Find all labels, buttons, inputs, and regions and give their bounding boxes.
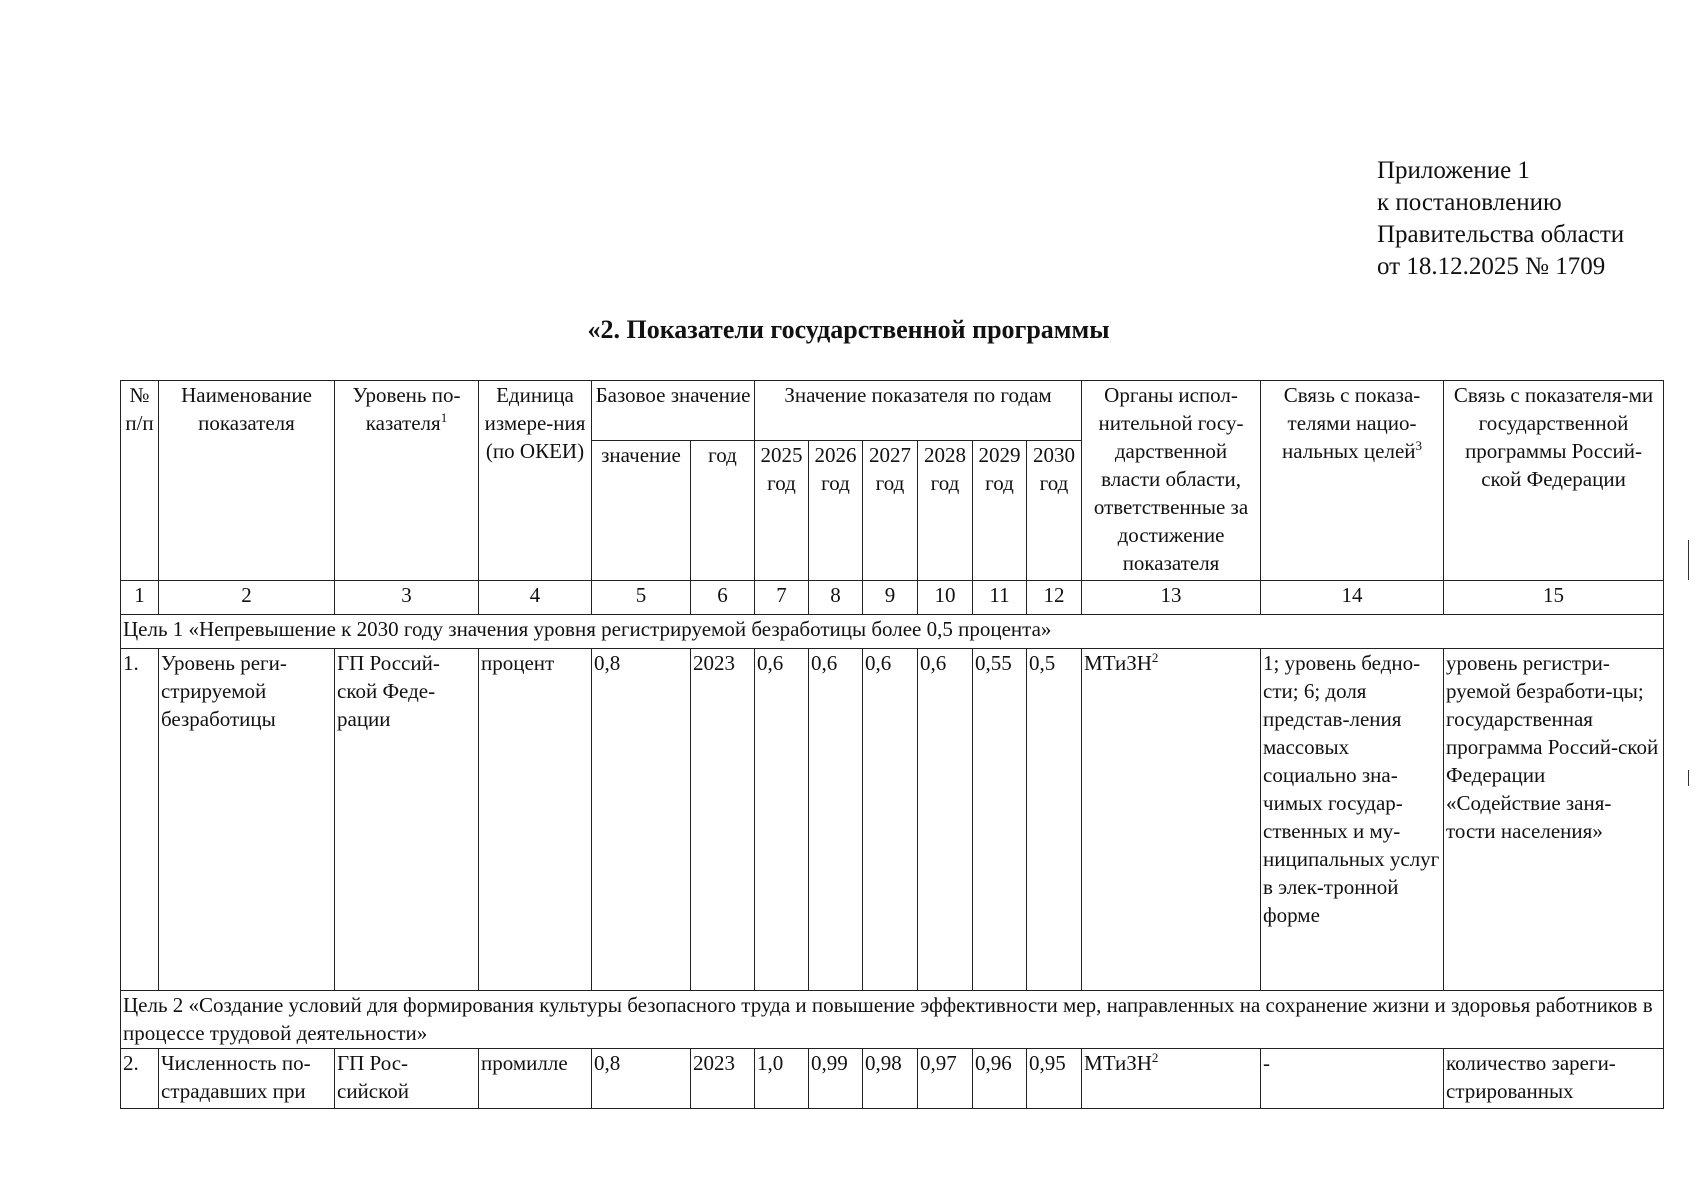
- row-base-year: 2023: [691, 649, 755, 991]
- column-number: 11: [973, 581, 1027, 615]
- header-national-goals: [1261, 381, 1444, 581]
- column-number: 1: [121, 581, 159, 615]
- column-number: 3: [335, 581, 479, 615]
- row-value-2030: 0,95: [1027, 1049, 1082, 1109]
- row-unit: процент: [479, 649, 592, 991]
- goal-1: Цель 1 «Непревышение к 2030 году значения уровня регистрируемой безработицы более 0,5 процента»: [121, 615, 1664, 649]
- row-value-2027: 0,6: [863, 649, 918, 991]
- row-value-2029: 0,55: [973, 649, 1027, 991]
- row-value-2025: 1,0: [755, 1049, 809, 1109]
- column-numbers-row: [121, 581, 1664, 615]
- scan-edge-mark: [1688, 540, 1689, 580]
- column-number: 12: [1027, 581, 1082, 615]
- row-value-2030: 0,5: [1027, 649, 1082, 991]
- indicators-table: [120, 380, 1664, 1109]
- column-number: 13: [1082, 581, 1261, 615]
- row-authority-text: МТиЗН: [1084, 1051, 1152, 1075]
- header-name: Наименование показателя: [159, 381, 335, 581]
- goal-row: [121, 615, 1664, 649]
- footnote-mark: 3: [1415, 438, 1423, 453]
- footnote-mark: 1: [440, 410, 448, 425]
- row-value-2025: 0,6: [755, 649, 809, 991]
- row-level: ГП Рос-сийской: [335, 1049, 479, 1109]
- footnote-mark: 2: [1151, 1050, 1159, 1065]
- row-value-2027: 0,98: [863, 1049, 918, 1109]
- table-row: [121, 1049, 1664, 1109]
- row-value-2028: 0,6: [918, 649, 973, 991]
- goal-row: [121, 991, 1664, 1049]
- row-federal-program: количество зареги-стрированных: [1444, 1049, 1664, 1109]
- header-year: 2028 год: [918, 441, 973, 581]
- header-year: 2025 год: [755, 441, 809, 581]
- header-by-years: Значение показателя по годам: [755, 381, 1082, 441]
- row-value-2026: 0,99: [809, 1049, 863, 1109]
- document-title: «2. Показатели государственной программы: [587, 315, 1110, 344]
- row-authority-text: МТиЗН: [1084, 651, 1152, 675]
- row-base-value: 0,8: [592, 1049, 691, 1109]
- header-year: 2030 год: [1027, 441, 1082, 581]
- column-number: 15: [1444, 581, 1664, 615]
- column-number: 14: [1261, 581, 1444, 615]
- row-federal-program: уровень регистри-руемой безработи-цы; государственная программа Россий-ской Федерации «Содействие заня-тости населения»: [1444, 649, 1664, 991]
- indicators-table-wrapper: [120, 380, 1664, 1109]
- header-no: № п/п: [121, 381, 159, 581]
- row-unit: промилле: [479, 1049, 592, 1109]
- footnote-mark: 2: [1151, 650, 1159, 665]
- row-value-2028: 0,97: [918, 1049, 973, 1109]
- header-year: 2029 год: [973, 441, 1027, 581]
- column-number: 6: [691, 581, 755, 615]
- row-no: 2.: [121, 1049, 159, 1109]
- table-row: [121, 649, 1664, 991]
- row-base-year: 2023: [691, 1049, 755, 1109]
- appendix-line: Приложение 1: [1377, 157, 1530, 184]
- header-base-value: значение: [592, 441, 691, 581]
- row-value-2026: 0,6: [809, 649, 863, 991]
- header-base: Базовое значение: [592, 381, 755, 441]
- column-number: 7: [755, 581, 809, 615]
- column-number: 10: [918, 581, 973, 615]
- header-national-goals-text: Связь с показа-телями нацио-нальных целей: [1282, 383, 1421, 463]
- column-number: 5: [592, 581, 691, 615]
- row-name: Уровень реги-стрируемой безработицы: [159, 649, 335, 991]
- row-national-goals: -: [1261, 1049, 1444, 1109]
- row-value-2029: 0,96: [973, 1049, 1027, 1109]
- row-base-value: 0,8: [592, 649, 691, 991]
- row-level: ГП Россий-ской Феде-рации: [335, 649, 479, 991]
- row-authority: [1082, 1049, 1261, 1109]
- appendix-line: Правительства области: [1377, 221, 1625, 248]
- appendix-block: [1377, 155, 1624, 283]
- header-row: [121, 381, 1664, 441]
- scan-edge-mark: [1688, 770, 1689, 786]
- appendix-line: к постановлению: [1377, 189, 1562, 216]
- column-number: 8: [809, 581, 863, 615]
- row-no: 1.: [121, 649, 159, 991]
- row-national-goals: 1; уровень бедно-сти; 6; доля представ-ления массовых социально зна-чимых государ-ственных и му-ниципальных услуг в элек-тронной форме: [1261, 649, 1444, 991]
- header-authorities: Органы испол-нительной госу-дарственной власти области, ответственные за достижение показателя: [1082, 381, 1261, 581]
- header-unit: Единица измере-ния (по ОКЕИ): [479, 381, 592, 581]
- row-authority: [1082, 649, 1261, 991]
- column-number: 2: [159, 581, 335, 615]
- goal-2: Цель 2 «Создание условий для формирования культуры безопасного труда и повышение эффективности мер, направленных на сохранение жизни и здоровья работников в процессе трудовой деятельности»: [121, 991, 1664, 1049]
- column-number: 9: [863, 581, 918, 615]
- header-level: [335, 381, 479, 581]
- column-number: 4: [479, 581, 592, 615]
- appendix-line: от 18.12.2025 № 1709: [1377, 253, 1606, 280]
- header-year: 2027 год: [863, 441, 918, 581]
- header-federal-program: Связь с показателя-ми государственной программы Россий-ской Федерации: [1444, 381, 1664, 581]
- header-level-text: Уровень по-казателя: [352, 383, 461, 435]
- row-name: Численность по-страдавших при: [159, 1049, 335, 1109]
- header-base-year: год: [691, 441, 755, 581]
- header-year: 2026 год: [809, 441, 863, 581]
